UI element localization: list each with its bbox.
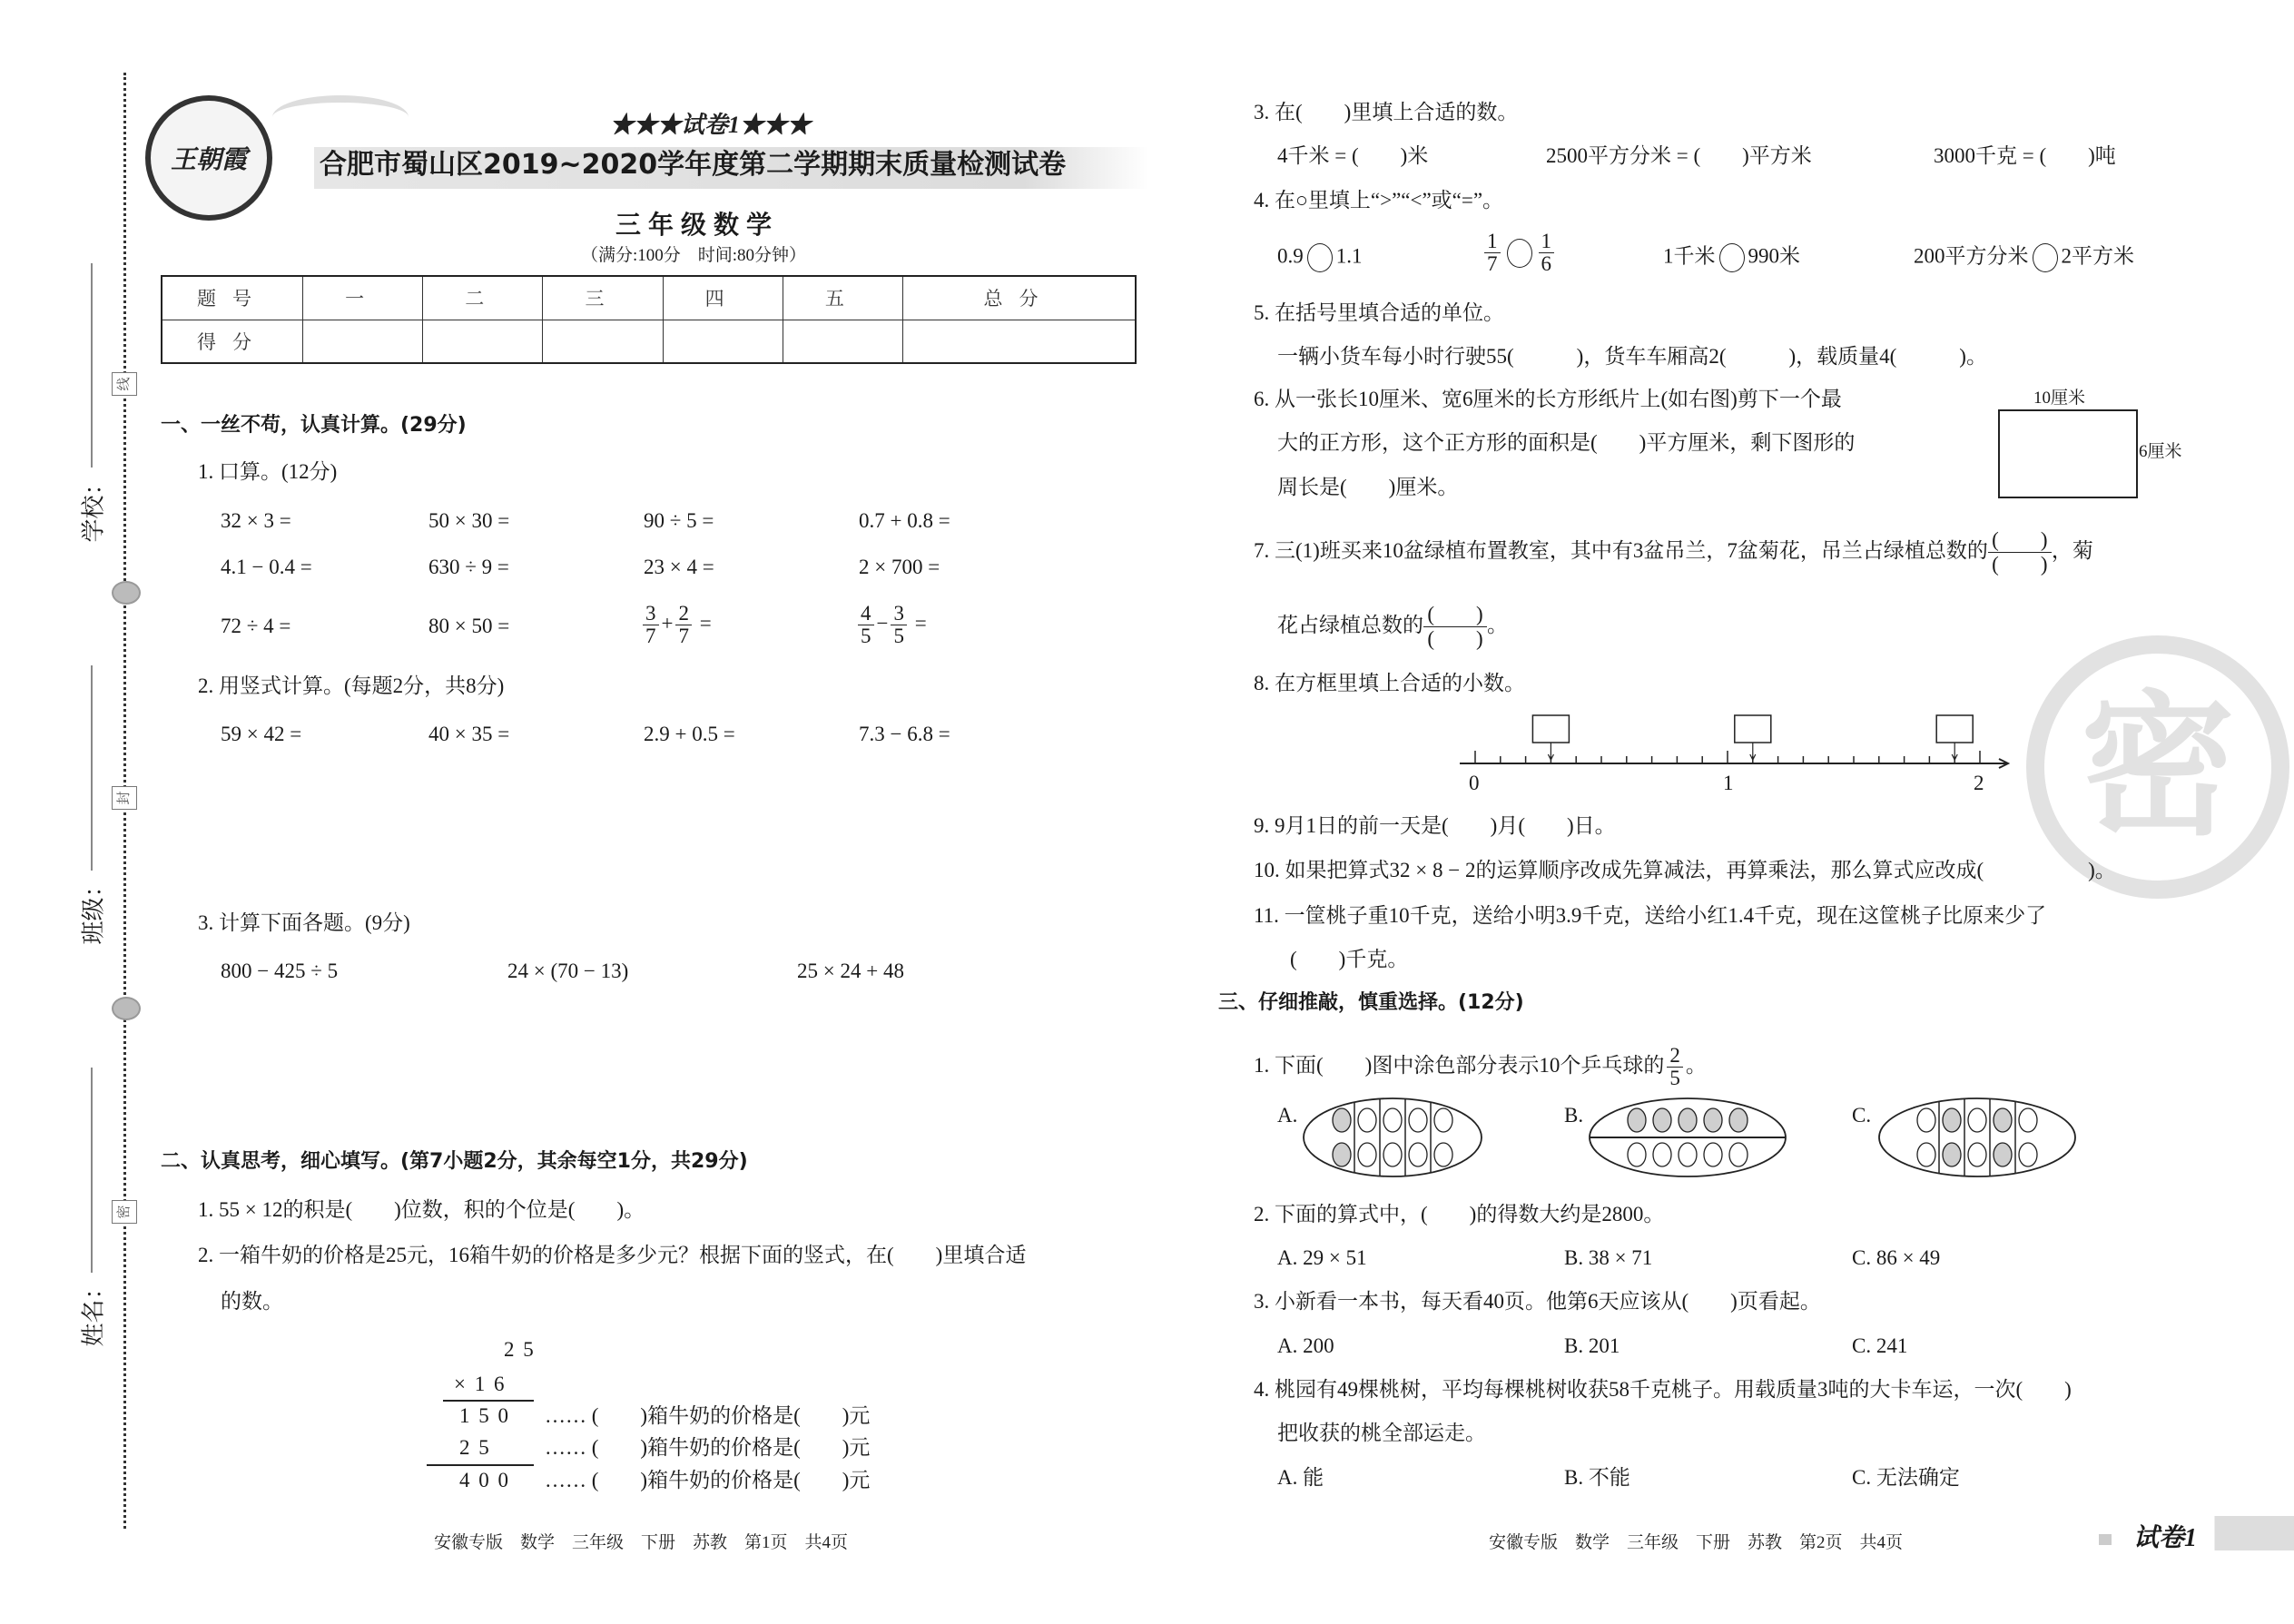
section-3-heading: 三、仔细推敲，慎重选择。(12分) <box>1218 991 1524 1014</box>
q3-item: 2500平方分米 = ( )平方米 <box>1546 144 1812 167</box>
compare-circle[interactable] <box>1307 243 1333 272</box>
vertical-item: 2.9 + 0.5 = <box>644 723 735 745</box>
footer-left: 安徽专版 数学 三年级 下册 苏教 第1页 共4页 <box>434 1533 849 1552</box>
q3-item: 3000千克 = ( )吨 <box>1934 144 2116 167</box>
ball-figure-a <box>1302 1097 1483 1182</box>
s3-q4-line2: 把收获的桃全部运走。 <box>1277 1422 1486 1444</box>
ribbon-decoration <box>272 95 409 139</box>
table-row <box>162 276 1136 320</box>
s3-q4-line1: 4. 桃园有49棵桃树，平均每棵桃树收获58千克桃子。用载质量3吨的大卡车运，一次( ) <box>1254 1378 2072 1401</box>
ball-figure-c <box>1877 1097 2077 1182</box>
shaded-ball <box>1333 1143 1351 1166</box>
option[interactable]: C. 241 <box>1852 1334 1908 1357</box>
s2-q2-line2: 的数。 <box>221 1290 283 1313</box>
rect-length-label: 10厘米 <box>2033 389 2086 408</box>
oral-item: 23 × 4 = <box>644 556 714 578</box>
ball <box>1917 1108 1935 1132</box>
shaded-ball <box>1729 1108 1748 1132</box>
s2-q4: 4. 在○里填上“>”“<”或“=”。 <box>1254 189 1504 212</box>
compare-item: 0.9 1.1 <box>1277 243 1363 272</box>
s2-q5: 5. 在括号里填合适的单位。 <box>1254 301 1504 324</box>
blank-fraction[interactable]: ( ) ( ) <box>1423 603 1487 651</box>
table-header-cell: 四 <box>663 276 783 320</box>
s2-q11-line2: ( )千克。 <box>1290 948 1409 970</box>
compare-item <box>1482 231 1557 275</box>
answer-box <box>1735 715 1771 743</box>
option-label[interactable]: A. <box>1277 1104 1298 1127</box>
ball <box>1434 1143 1452 1166</box>
shaded-ball <box>1333 1108 1351 1132</box>
ball <box>1409 1108 1427 1132</box>
ball <box>1358 1143 1376 1166</box>
section-2-heading: 二、认真思考，细心填写。(第7小题2分，其余每空1分，共29分) <box>161 1150 748 1173</box>
oral-item: 80 × 50 = <box>428 615 510 637</box>
vertical-item: 59 × 42 = <box>221 723 302 745</box>
ball <box>1679 1143 1697 1166</box>
option[interactable]: C. 无法确定 <box>1852 1466 1960 1489</box>
fraction-sum-item: $\frac{3}{7}$ + $\frac{2}{7}$ = <box>640 603 712 647</box>
fraction: $\frac{3}{5}$ <box>891 603 907 647</box>
table-row <box>162 320 1136 363</box>
s2-q8: 8. 在方框里填上合适的小数。 <box>1254 672 1525 694</box>
shaded-ball <box>1653 1108 1671 1132</box>
mixed-item: 24 × (70 − 13) <box>507 960 629 982</box>
number-line-label: 1 <box>1723 772 1734 794</box>
table-header-cell: 五 <box>783 276 902 320</box>
rect-width-label: 6厘米 <box>2139 442 2182 461</box>
option[interactable]: A. 能 <box>1277 1466 1324 1489</box>
class-label: 班级： <box>80 873 107 945</box>
ball <box>1409 1143 1427 1166</box>
badge-squares-icon <box>2099 1534 2112 1545</box>
fraction: $\frac{2}{5}$ <box>1667 1045 1683 1089</box>
ball <box>1628 1143 1646 1166</box>
calc-partial-1: 1 5 0 <box>459 1404 510 1427</box>
option[interactable]: A. 29 × 51 <box>1277 1246 1367 1269</box>
s2-q2-line1: 2. 一箱牛奶的价格是25元，16箱牛奶的价格是多少元？根据下面的竖式，在( )里填合适 <box>198 1244 1027 1266</box>
binding-hole-icon <box>112 581 141 605</box>
rectangle-figure <box>1998 409 2138 498</box>
ball <box>1653 1143 1671 1166</box>
score-cell[interactable] <box>783 320 902 363</box>
ball <box>1383 1143 1402 1166</box>
paper-badge <box>2095 1516 2294 1550</box>
name-label: 姓名： <box>80 1275 107 1347</box>
s1-q2-title: 2. 用竖式计算。(每题2分，共8分) <box>198 674 505 697</box>
shaded-ball <box>1994 1108 2012 1132</box>
shaded-ball <box>1943 1108 1961 1132</box>
s2-q6-line2: 大的正方形，这个正方形的面积是( )平方厘米，剩下图形的 <box>1277 431 1856 454</box>
class-underline <box>91 665 93 871</box>
s1-q3-title: 3. 计算下面各题。(9分) <box>198 911 410 934</box>
ball-figure-b <box>1588 1097 1787 1182</box>
score-cell[interactable] <box>663 320 783 363</box>
calc-multiplicand: 2 5 <box>504 1338 536 1361</box>
oral-item: 32 × 3 = <box>221 509 291 532</box>
s3-q2: 2. 下面的算式中，( )的得数大约是2800。 <box>1254 1203 1665 1225</box>
calc-note: …… ( )箱牛奶的价格是( )元 <box>545 1436 871 1459</box>
calc-multiplier: × 1 6 <box>454 1373 507 1395</box>
answer-box <box>1936 715 1973 743</box>
s2-q5-line: 一辆小货车每小时行驶55( )，货车车厢高2( )，载质量4( )。 <box>1277 345 1987 368</box>
shaded-ball <box>1943 1143 1961 1166</box>
table-header-cell: 三 <box>543 276 663 320</box>
calc-rule <box>427 1464 534 1466</box>
school-underline <box>91 263 93 468</box>
fraction-diff-item: $\frac{4}{5}$ − $\frac{3}{5}$ = <box>855 603 927 647</box>
option[interactable]: B. 38 × 71 <box>1564 1246 1653 1269</box>
s2-q7-line2: 花占绿植总数的 ( ) ( ) 。 <box>1277 603 1508 651</box>
answer-box <box>1532 715 1569 743</box>
logo-text: 王朝霞 <box>170 146 247 174</box>
ball <box>1434 1108 1452 1132</box>
number-line <box>1443 704 2033 812</box>
mixed-item: 25 × 24 + 48 <box>797 960 904 982</box>
s2-q6-line3: 周长是( )厘米。 <box>1277 476 1459 498</box>
score-table <box>161 275 1137 364</box>
school-label: 学校： <box>80 471 107 543</box>
binding-hole-icon <box>112 997 141 1020</box>
ball <box>1917 1143 1935 1166</box>
score-cell[interactable] <box>543 320 663 363</box>
seal-mark-mi: 密 <box>112 1200 137 1224</box>
s2-q7-line1: 7. 三(1)班买来10盆绿植布置教室，其中有3盆吊兰，7盆菊花，吊兰占绿植总数的 ( ) ( ) ，菊 <box>1254 528 2093 576</box>
compare-circle[interactable] <box>2033 243 2058 272</box>
ball <box>1968 1143 1986 1166</box>
compare-circle[interactable] <box>1719 243 1745 272</box>
mixed-item: 800 − 425 ÷ 5 <box>221 960 339 982</box>
score-cell[interactable] <box>303 320 423 363</box>
s1-q1-title: 1. 口算。(12分) <box>198 460 338 483</box>
oral-item: 72 ÷ 4 = <box>221 615 291 637</box>
ball <box>1383 1108 1402 1132</box>
ball <box>1968 1108 1986 1132</box>
compare-item: 200平方分米 2平方米 <box>1914 243 2134 272</box>
table-header-cell: 题号 <box>162 276 303 320</box>
paper-tag: ★★★试卷1★★★ <box>610 112 812 138</box>
option-label[interactable]: C. <box>1852 1104 1872 1127</box>
s2-q11-line1: 11. 一筐桃子重10千克，送给小明3.9千克，送给小红1.4千克，现在这筐桃子比原来少了 <box>1254 904 2047 927</box>
table-header-cell: 二 <box>423 276 543 320</box>
score-cell[interactable] <box>902 320 1136 363</box>
compare-item: 1千米 990米 <box>1663 243 1800 272</box>
option[interactable]: B. 201 <box>1564 1334 1620 1357</box>
fraction: $\frac{4}{5}$ <box>858 603 874 647</box>
s3-q1: 1. 下面( )图中涂色部分表示10个乒乓球的 $\frac{2}{5}$ 。 <box>1254 1044 1707 1089</box>
s3-q3: 3. 小新看一本书，每天看40页。他第6天应该从( )页看起。 <box>1254 1290 1821 1313</box>
shaded-ball <box>1628 1108 1646 1132</box>
number-line-label: 0 <box>1469 772 1480 794</box>
oral-item: 90 ÷ 5 = <box>644 509 714 532</box>
score-cell[interactable] <box>423 320 543 363</box>
oral-item: 630 ÷ 9 = <box>428 556 509 578</box>
ball <box>1358 1108 1376 1132</box>
s2-q10: 10. 如果把算式32 × 8 − 2的运算顺序改成先算减法，再算乘法，那么算式应改成( )。 <box>1254 859 2116 881</box>
calc-product: 4 0 0 <box>459 1469 510 1491</box>
fraction: $\frac{1}{6}$ <box>1539 231 1555 275</box>
s2-q9: 9. 9月1日的前一天是( )月( )日。 <box>1254 814 1616 837</box>
logo <box>145 95 272 221</box>
calc-note: …… ( )箱牛奶的价格是( )元 <box>545 1404 871 1427</box>
option[interactable]: C. 86 × 49 <box>1852 1246 1941 1269</box>
fraction: $\frac{1}{7}$ <box>1484 231 1501 275</box>
shaded-ball <box>1994 1143 2012 1166</box>
table-header-cell: 总分 <box>902 276 1136 320</box>
oral-item: 2 × 700 = <box>859 556 940 578</box>
oral-item: 0.7 + 0.8 = <box>859 509 950 532</box>
section-1-heading: 一、一丝不苟，认真计算。(29分) <box>161 414 467 437</box>
watermark-char: 密 <box>2080 677 2235 857</box>
badge-label: 试卷1 <box>2133 1524 2198 1552</box>
footer-right: 安徽专版 数学 三年级 下册 苏教 第2页 共4页 <box>1489 1533 1904 1552</box>
option[interactable]: B. 不能 <box>1564 1466 1630 1489</box>
calc-rule <box>443 1400 534 1402</box>
blank-fraction[interactable]: ( ) ( ) <box>1988 528 2052 576</box>
exam-title: 合肥市蜀山区2019~2020学年度第二学期期末质量检测试卷 <box>320 149 1067 181</box>
name-underline <box>91 1068 93 1273</box>
ball <box>1729 1143 1748 1166</box>
q3-item: 4千米 = ( )米 <box>1277 144 1429 167</box>
exam-meta: （满分:100分 时间:80分钟） <box>581 246 807 265</box>
table-row-label: 得分 <box>162 320 303 363</box>
table-header-cell: 一 <box>303 276 423 320</box>
ball <box>2019 1143 2037 1166</box>
calc-partial-2: 2 5 <box>459 1436 491 1459</box>
ball <box>2019 1108 2037 1132</box>
vertical-item: 7.3 − 6.8 = <box>859 723 950 745</box>
oral-item: 50 × 30 = <box>428 509 510 532</box>
s2-q6-line1: 6. 从一张长10厘米、宽6厘米的长方形纸片上(如右图)剪下一个最 <box>1254 388 1842 410</box>
fraction: $\frac{2}{7}$ <box>675 603 692 647</box>
number-line-label: 2 <box>1974 772 1984 794</box>
subject-title: 三年级数学 <box>615 210 780 240</box>
vertical-item: 40 × 35 = <box>428 723 510 745</box>
calc-note: …… ( )箱牛奶的价格是( )元 <box>545 1469 871 1491</box>
seal-mark-xian: 线 <box>112 372 137 396</box>
option-label[interactable]: B. <box>1564 1104 1584 1127</box>
s2-q3: 3. 在( )里填上合适的数。 <box>1254 101 1519 123</box>
option[interactable]: A. 200 <box>1277 1334 1334 1357</box>
s2-q1: 1. 55 × 12的积是( )位数，积的个位是( )。 <box>198 1198 645 1221</box>
oral-item: 4.1 − 0.4 = <box>221 556 312 578</box>
shaded-ball <box>1704 1108 1722 1132</box>
seal-mark-feng: 封 <box>112 786 137 810</box>
ball <box>1704 1143 1722 1166</box>
compare-circle[interactable] <box>1507 239 1532 268</box>
fraction: $\frac{3}{7}$ <box>643 603 659 647</box>
shaded-ball <box>1679 1108 1697 1132</box>
